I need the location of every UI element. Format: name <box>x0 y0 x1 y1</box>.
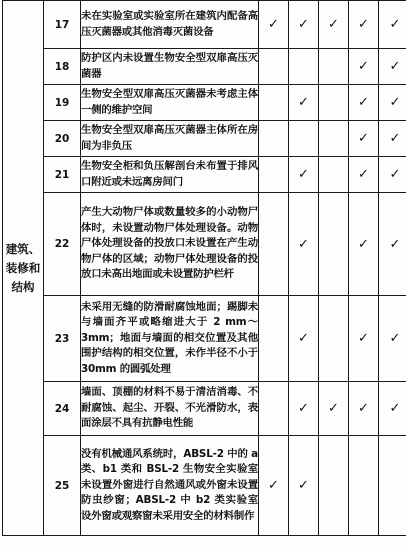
check-mark-cell: ✓ <box>379 296 406 382</box>
check-mark-cell: ✓ <box>289 85 319 121</box>
check-mark-cell: ✓ <box>379 193 406 296</box>
check-mark-cell: ✓ <box>289 157 319 193</box>
check-mark-cell: ✓ <box>379 121 406 157</box>
empty-check-cell <box>319 49 349 85</box>
row-description: 防护区内未设置生物安全型双扉高压灭菌器 <box>81 49 259 85</box>
empty-check-cell <box>319 85 349 121</box>
empty-check-cell <box>319 436 349 536</box>
check-mark-cell: ✓ <box>349 49 379 85</box>
row-description: 产生大动物尸体或数量较多的小动物尸体时，未设置动物尸体处理设备。动物尸体处理设备的投放口未设置在产生动物尸体的区域；动物尸体处理设备的投放口未高出地面或未设置防护栏杆 <box>81 193 259 296</box>
table-row <box>3 436 406 536</box>
check-mark-cell: ✓ <box>259 436 289 536</box>
empty-check-cell <box>289 121 319 157</box>
row-description: 生物安全柜和负压解剖台未布置于排风口附近或未远离房间门 <box>81 157 259 193</box>
table-row <box>3 49 406 85</box>
table-row <box>3 1 406 49</box>
check-mark-cell: ✓ <box>379 157 406 193</box>
row-number: 23 <box>44 296 81 382</box>
check-mark-cell: ✓ <box>319 382 349 436</box>
row-description: 未在实验室或实验室所在建筑内配备高压灭菌器或其他消毒灭菌设备 <box>81 1 259 49</box>
empty-check-cell <box>259 193 289 296</box>
row-number: 24 <box>44 382 81 436</box>
empty-check-cell <box>259 157 289 193</box>
check-mark-cell: ✓ <box>349 85 379 121</box>
check-mark-cell: ✓ <box>349 121 379 157</box>
check-mark-cell: ✓ <box>289 1 319 49</box>
empty-check-cell <box>259 85 289 121</box>
table-row <box>3 157 406 193</box>
table-row <box>3 382 406 436</box>
check-mark-cell: ✓ <box>289 436 319 536</box>
check-mark-cell: ✓ <box>319 1 349 49</box>
empty-check-cell <box>259 49 289 85</box>
empty-check-cell <box>319 193 349 296</box>
row-number: 21 <box>44 157 81 193</box>
empty-check-cell <box>319 121 349 157</box>
row-number: 18 <box>44 49 81 85</box>
row-description: 墙面、顶棚的材料不易于清洁消毒、不耐腐蚀、起尘、开裂、不光滑防水，表面涂层不具有抗静电性能 <box>81 382 259 436</box>
check-mark-cell: ✓ <box>289 382 319 436</box>
empty-check-cell <box>319 296 349 382</box>
empty-check-cell <box>319 157 349 193</box>
check-mark-cell: ✓ <box>379 1 406 49</box>
check-mark-cell: ✓ <box>349 193 379 296</box>
table-row <box>3 193 406 296</box>
check-mark-cell: ✓ <box>289 296 319 382</box>
row-number: 17 <box>44 1 81 49</box>
empty-check-cell <box>259 121 289 157</box>
empty-check-cell <box>259 296 289 382</box>
check-mark-cell: ✓ <box>349 296 379 382</box>
checklist-table <box>2 0 406 536</box>
check-mark-cell: ✓ <box>379 49 406 85</box>
table-row <box>3 296 406 382</box>
empty-check-cell <box>259 382 289 436</box>
empty-check-cell <box>289 49 319 85</box>
check-mark-cell: ✓ <box>349 157 379 193</box>
row-number: 19 <box>44 85 81 121</box>
row-description: 生物安全型双扉高压灭菌器未考虑主体一侧的维护空间 <box>81 85 259 121</box>
check-mark-cell: ✓ <box>349 1 379 49</box>
category-cell: 建筑、装修和结构 <box>3 1 44 536</box>
check-mark-cell: ✓ <box>349 382 379 436</box>
row-number: 20 <box>44 121 81 157</box>
row-description: 未采用无缝的防滑耐腐蚀地面；踢脚未与墙面齐平或略缩进大于 2 mm～3mm；地面与墙面的相交位置及其他围护结构的相交位置，未作半径不小于 30mm 的圆弧处理 <box>81 296 259 382</box>
check-mark-cell: ✓ <box>259 1 289 49</box>
table-row <box>3 121 406 157</box>
check-mark-cell: ✓ <box>379 85 406 121</box>
row-description: 没有机械通风系统时，ABSL-2 中的 a 类、b1 类和 BSL-2 生物安全实验室未设置外窗进行自然通风或外窗未设置防虫纱窗；ABSL-2 中 b2 类实验室设外窗或观察窗未采用安全的材料制作 <box>81 436 259 536</box>
row-description: 生物安全型双扉高压灭菌器主体所在房间为非负压 <box>81 121 259 157</box>
check-mark-cell: ✓ <box>379 382 406 436</box>
check-mark-cell: ✓ <box>289 193 319 296</box>
empty-check-cell <box>379 436 406 536</box>
empty-check-cell <box>349 436 379 536</box>
table-row <box>3 85 406 121</box>
row-number: 25 <box>44 436 81 536</box>
row-number: 22 <box>44 193 81 296</box>
